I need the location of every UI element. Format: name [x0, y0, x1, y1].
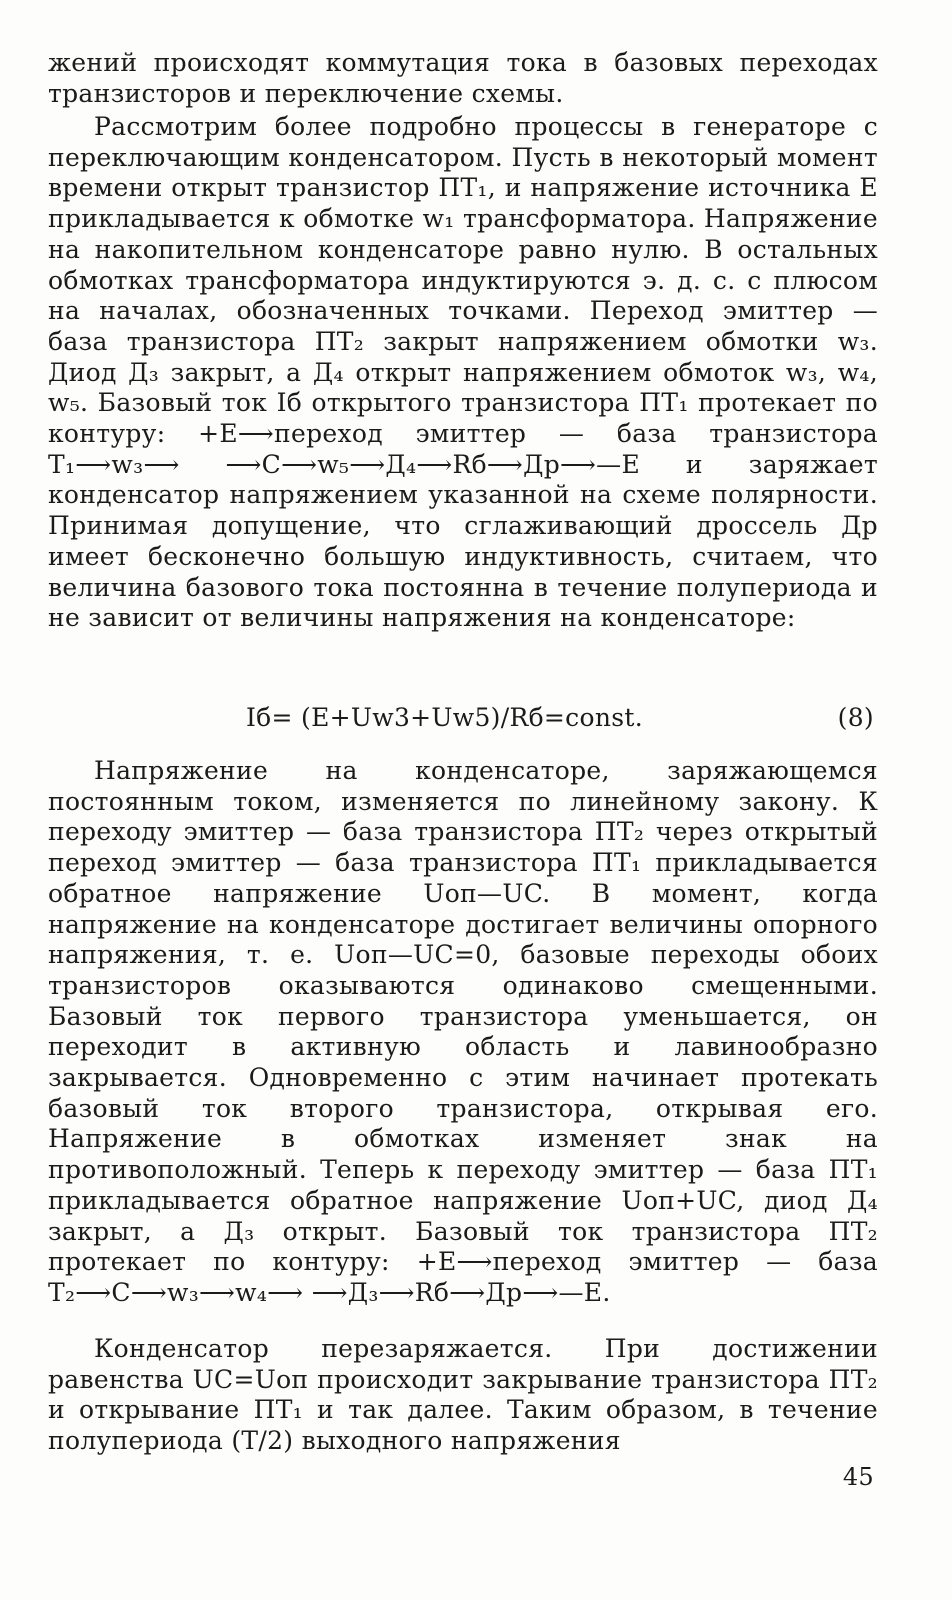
paragraph-capacitor-voltage: Напряжение на конденсаторе, заряжающемся постоянным током, изменяется по линейному закону. К переходу эмиттер — база транзистора ПТ₂ через открытый переход эмиттер — база транзистора ПТ₁ прикладывается обратное напряжение Uоп—UC. В момент, когда напряжение на конденсаторе достигает величины опорного напряжения, т. е. Uоп—UC=0, базовые переходы обоих транзисторов оказываются одинаково смещенными. Базовый ток первого транзистора уменьшается, он переходит в активную область и лавинообразно закрывается. Одновременно с этим начинает протекать базовый ток второго транзистора, открывая его. Напряжение в обмотках изменяет знак на противоположный. Теперь к переходу эмиттер — база ПТ₁ прикладывается обратное напряжение Uоп+UC, диод Д₄ закрыт, а Д₃ открыт. Базовый ток транзистора ПТ₂ протекает по контуру: +E⟶переход эмиттер — база T₂⟶C⟶w₃⟶w₄⟶ ⟶Д₃⟶Rб⟶Др⟶—E. [48, 756, 878, 1307]
equation-line [48, 703, 878, 735]
page-number: 45 [842, 1463, 874, 1491]
equation-8: Iб= (E+Uw3+Uw5)/Rб=const. [246, 703, 643, 732]
paragraph-recharge: Конденсатор перезаряжается. При достижении равенства UC=Uоп происходит закрывание транзистора ПТ₂ и открывание ПТ₁ и так далее. Таким образом, в течение полупериода (T/2) выходного напряжения [48, 1334, 878, 1456]
paragraph-continuation: жений происходят коммутация тока в базовых переходах транзисторов и переключение схемы. [48, 48, 878, 108]
equation-number: (8) [837, 703, 874, 732]
paragraph-generator-process: Рассмотрим более подробно процессы в генераторе с переключающим конденсатором. Пусть в некоторый момент времени открыт транзистор ПТ₁, и напряжение источника E прикладывается к обмотке w₁ трансформатора. Напряжение на накопительном конденсаторе равно нулю. В остальных обмотках трансформатора индуктируются э. д. с. с плюсом на началах, обозначенных точками. Переход эмиттер — база транзистора ПТ₂ закрыт напряжением обмотки w₃. Диод Д₃ закрыт, а Д₄ открыт напряжением обмоток w₃, w₄, w₅. Базовый ток Iб открытого транзистора ПТ₁ протекает по контуру: +E⟶переход эмиттер — база транзистора T₁⟶w₃⟶ ⟶C⟶w₅⟶Д₄⟶Rб⟶Др⟶—E и заряжает конденсатор напряжением указанной на схеме полярности. Принимая допущение, что сглаживающий дроссель Др имеет бесконечно большую индуктивность, считаем, что величина базового тока постоянна в течение полупериода и не зависит от величины напряжения на конденсаторе: [48, 112, 878, 633]
